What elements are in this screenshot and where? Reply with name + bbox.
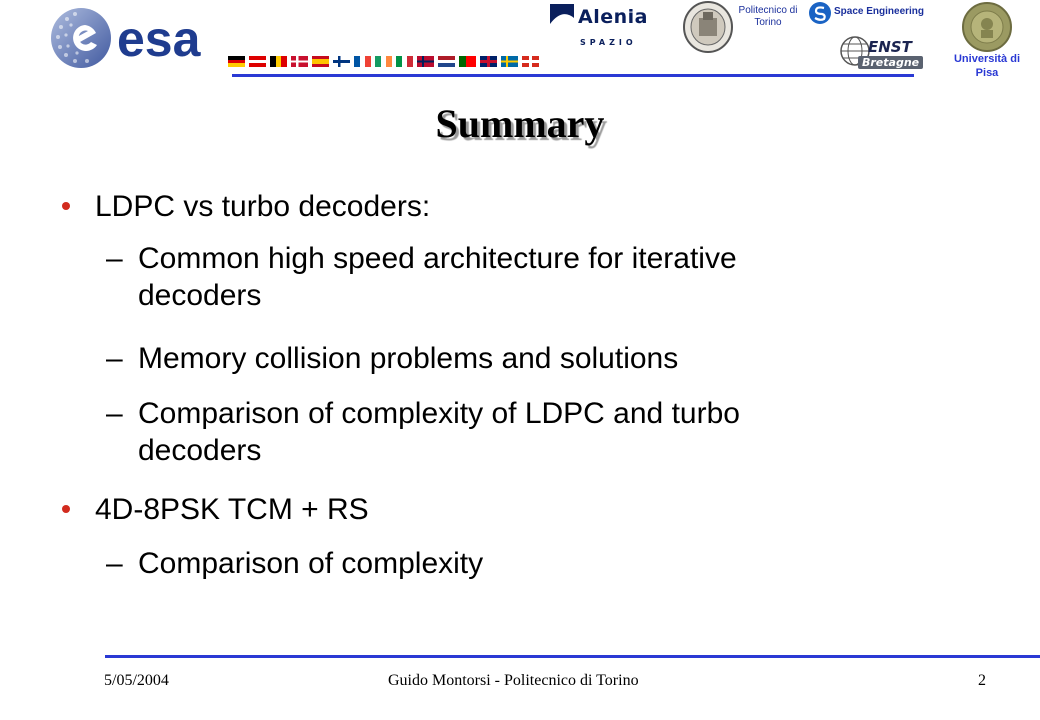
header-rule xyxy=(232,74,914,77)
esa-logo-text: esa xyxy=(117,11,201,67)
flag-icon xyxy=(228,56,245,67)
enst-label: ENST xyxy=(868,38,912,56)
esa-logo xyxy=(45,3,245,73)
sub-item-line: decoders xyxy=(138,279,262,312)
esa-member-flags xyxy=(228,56,539,68)
bullet-text: 4D-8PSK TCM + RS xyxy=(95,493,369,526)
flag-icon xyxy=(354,56,371,67)
footer-rule xyxy=(105,655,1040,658)
polito-seal-icon xyxy=(682,0,734,54)
alenia-logo-sub: SPAZIO xyxy=(580,38,637,47)
sub-item-line: Memory collision problems and solutions xyxy=(138,342,679,375)
footer-page-number: 2 xyxy=(978,672,986,689)
alenia-mark-icon xyxy=(550,4,574,28)
space-engineering-icon xyxy=(808,1,832,25)
flag-icon xyxy=(270,56,287,67)
flag-icon xyxy=(312,56,329,67)
flag-icon xyxy=(480,56,497,67)
dash-marker: – xyxy=(106,242,123,275)
alenia-logo-name: Alenia xyxy=(578,6,648,28)
flag-icon xyxy=(291,56,308,67)
bretagne-label: Bretagne xyxy=(858,56,923,69)
flag-icon xyxy=(333,56,350,67)
space-engineering-label: Space Engineering xyxy=(834,6,925,17)
footer-author: Guido Montorsi - Politecnico di Torino xyxy=(388,672,639,689)
page-title: Summary xyxy=(435,101,605,146)
sub-item-line: Comparison of complexity xyxy=(138,547,484,580)
dash-marker: – xyxy=(106,342,123,375)
polito-label: Politecnico di Torino xyxy=(738,5,798,28)
sub-item-line: Comparison of complexity of LDPC and turbo xyxy=(138,397,740,430)
sub-item-line: Common high speed architecture for iterative xyxy=(138,242,737,275)
bullet-text: LDPC vs turbo decoders: xyxy=(95,190,431,223)
flag-icon xyxy=(459,56,476,67)
flag-icon xyxy=(417,56,434,67)
bullet-dot-icon xyxy=(62,505,70,513)
dash-marker: – xyxy=(106,547,123,580)
pisa-label: Università di Pisa xyxy=(953,53,1021,79)
footer-date: 5/05/2004 xyxy=(104,672,169,689)
bullet-dot-icon xyxy=(62,202,70,210)
flag-icon xyxy=(396,56,413,67)
sub-item-line: decoders xyxy=(138,434,262,467)
dash-marker: – xyxy=(106,397,123,430)
flag-icon xyxy=(438,56,455,67)
flag-icon xyxy=(501,56,518,67)
flag-icon xyxy=(375,56,392,67)
flag-icon xyxy=(522,56,539,67)
flag-icon xyxy=(249,56,266,67)
pisa-seal-icon xyxy=(962,2,1012,52)
